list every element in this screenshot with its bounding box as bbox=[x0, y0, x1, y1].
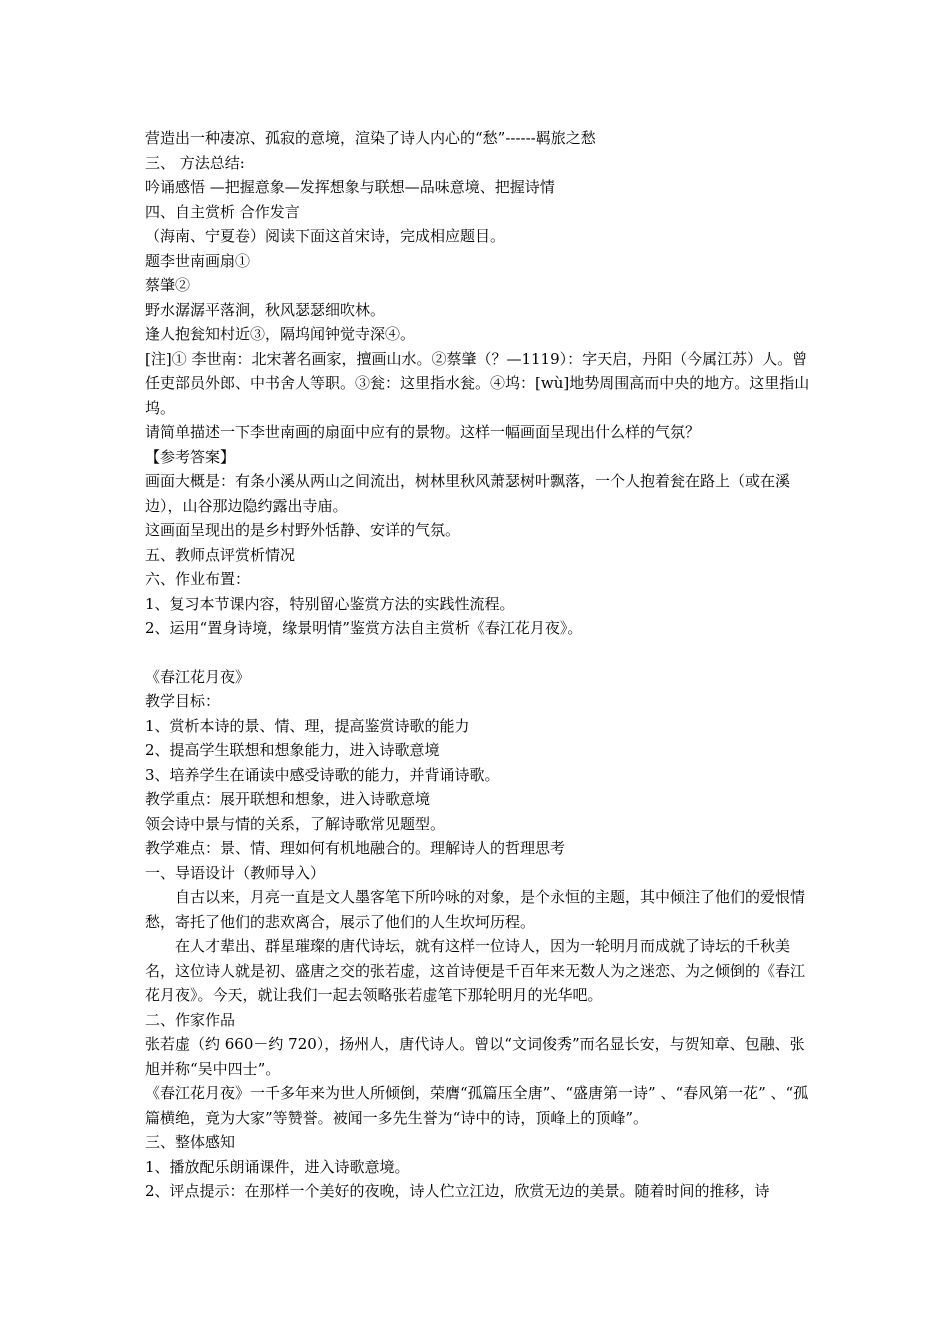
answer-paragraph: 这画面呈现出的是乡村野外恬静、安详的气氛。 bbox=[145, 521, 461, 539]
notes-paragraph: [注]① 李世南：北宋著名画家，擅画山水。②蔡肇（？—1119）：字天启，丹阳（今属江苏）人。曾任吏部员外郎、中书舍人等职。③瓮：这里指水瓮。④坞：[wù]地势周围高而中央的地方。这里指山坞。 bbox=[145, 349, 810, 417]
poem-line: 逢人抱瓮知村近③，隔坞闻钟觉寺深④。 bbox=[145, 325, 416, 343]
section-heading: 一、导语设计（教师导入） bbox=[145, 863, 326, 882]
list-item: 2、运用“置身诗境，缘景明情”鉴赏方法自主赏析《春江花月夜》。 bbox=[145, 619, 583, 637]
section-heading: 三、整体感知 bbox=[145, 1133, 236, 1151]
list-item: 2、提高学生联想和想象能力，进入诗歌意境 bbox=[145, 741, 440, 759]
answer-heading: 【参考答案】 bbox=[145, 447, 236, 466]
work-paragraph: 《春江花月夜》一千多年来为世人所倾倒，荣膺“孤篇压全唐”、“盛唐第一诗” 、“春风第一花” 、“孤篇横绝，竟为大家”等赞誉。被闻一多先生誉为“诗中的诗，顶峰上的顶峰”。 bbox=[145, 1084, 809, 1127]
text-line: 教学难点：景、情、理如何有机地融合的。理解诗人的哲理思考 bbox=[145, 839, 566, 857]
answer-paragraph: 画面大概是：有条小溪从两山之间流出，树林里秋风萧瑟树叶飘落，一个人抱着瓮在路上（或在溪边），山谷那边隐约露出寺庙。 bbox=[145, 472, 791, 515]
list-item: 1、复习本节课内容，特别留心鉴赏方法的实践性流程。 bbox=[145, 594, 515, 613]
intro-paragraph: 自古以来，月亮一直是文人墨客笔下所吟咏的对象，是个永恒的主题，其中倾注了他们的爱恨情愁，寄托了他们的悲欢离合，展示了他们的人生坎坷历程。 bbox=[145, 888, 806, 931]
section-heading: 教学目标： bbox=[145, 692, 221, 710]
section-heading: 四、自主赏析 合作发言 bbox=[145, 202, 300, 221]
list-item: 1、播放配乐朗诵课件，进入诗歌意境。 bbox=[145, 1157, 410, 1176]
text-line: （海南、宁夏卷）阅读下面这首宋诗，完成相应题目。 bbox=[145, 227, 506, 245]
blank-line bbox=[145, 641, 813, 665]
list-item: 1、赏析本诗的景、情、理，提高鉴赏诗歌的能力 bbox=[145, 716, 470, 735]
document-body bbox=[145, 126, 813, 1204]
intro-paragraph: 在人才辈出、群星璀璨的唐代诗坛，就有这样一位诗人，因为一轮明月而成就了诗坛的千秋美名，这位诗人就是初、盛唐之交的张若虚，这首诗便是千百年来无数人为之迷恋、为之倾倒的《春江花月夜》。今天，就让我们一起去领略张若虚笔下那轮明月的光华吧。 bbox=[145, 937, 806, 1004]
section-heading: 六、作业布置： bbox=[145, 570, 251, 588]
poem-author: 蔡肇② bbox=[145, 276, 191, 294]
text-line: 营造出一种凄凉、孤寂的意境，渲染了诗人内心的“愁”------羁旅之愁 bbox=[145, 129, 596, 147]
text-line: 吟诵感悟 —把握意象—发挥想象与联想—品味意境、把握诗情 bbox=[145, 178, 555, 196]
section-heading: 三、 方法总结: bbox=[145, 153, 245, 172]
poem-title: 题李世南画扇① bbox=[145, 251, 251, 270]
question-text: 请简单描述一下李世南画的扇面中应有的景物。这样一幅画面呈现出什么样的气氛？ bbox=[145, 423, 701, 441]
text-line: 教学重点：展开联想和想象，进入诗歌意境 bbox=[145, 790, 431, 808]
poem-line: 野水潺潺平落涧，秋风瑟瑟细吹林。 bbox=[145, 300, 386, 319]
author-paragraph: 张若虚（约 660－约 720），扬州人，唐代诗人。曾以“文词俊秀”而名显长安，与贺知章、包融、张旭并称“吴中四士”。 bbox=[145, 1035, 805, 1078]
section-heading: 五、教师点评赏析情况 bbox=[145, 545, 296, 564]
list-item: 3、培养学生在诵读中感受诗歌的能力，并背诵诗歌。 bbox=[145, 765, 500, 784]
lesson-title: 《春江花月夜》 bbox=[145, 667, 251, 686]
text-line: 领会诗中景与情的关系，了解诗歌常见题型。 bbox=[145, 814, 446, 833]
list-item: 2、评点提示：在那样一个美好的夜晚，诗人伫立江边，欣赏无边的美景。随着时间的推移，诗 bbox=[145, 1182, 770, 1200]
section-heading: 二、作家作品 bbox=[145, 1010, 236, 1029]
